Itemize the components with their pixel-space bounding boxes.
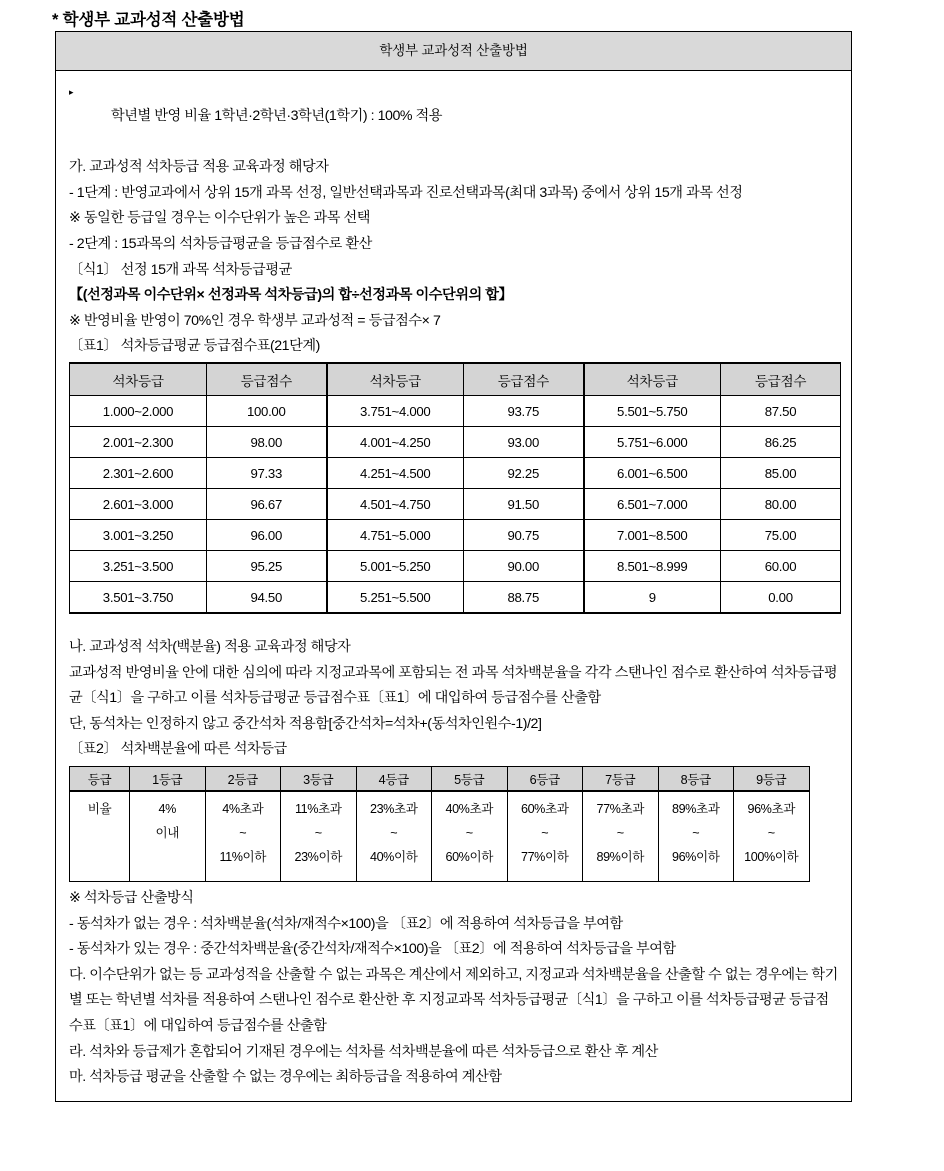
t1-cell: 9 (584, 582, 721, 614)
t1-cell: 80.00 (721, 489, 841, 520)
band-top: 4%초과 (222, 802, 264, 816)
t1-header-cell: 등급점수 (207, 363, 327, 396)
t1-cell: 4.751~5.000 (327, 520, 464, 551)
t1-cell: 95.25 (207, 551, 327, 582)
t1-cell: 90.00 (464, 551, 584, 582)
t1-header-cell: 석차등급 (584, 363, 721, 396)
t1-cell: 2.601~3.000 (70, 489, 207, 520)
t2-header-cell: 4등급 (356, 767, 432, 792)
t1-cell: 2.301~2.600 (70, 458, 207, 489)
table-row (70, 551, 841, 582)
t1-cell: 87.50 (721, 396, 841, 427)
t1-cell: 7.001~8.500 (584, 520, 721, 551)
t1-cell: 6.001~6.500 (584, 458, 721, 489)
t1-cell: 0.00 (721, 582, 841, 614)
t2-row-label: 비율 (70, 791, 130, 882)
band-top: 77%초과 (596, 802, 645, 816)
t1-cell: 93.75 (464, 396, 584, 427)
content-box (55, 31, 852, 1102)
t1-cell: 97.33 (207, 458, 327, 489)
t2-header-cell: 5등급 (432, 767, 508, 792)
table-row (70, 791, 810, 882)
t1-cell: 5.751~6.000 (584, 427, 721, 458)
band-mid: 이내 (155, 826, 180, 840)
band-mid: ~ (239, 826, 247, 840)
table-row (70, 396, 841, 427)
table2-caption: 〔표2〕 석차백분율에 따른 석차등급 (69, 741, 287, 758)
t2-band-cell (432, 791, 508, 882)
t1-cell: 2.001~2.300 (70, 427, 207, 458)
t2-header-cell: 1등급 (130, 767, 206, 792)
t1-cell: 3.251~3.500 (70, 551, 207, 582)
t1-cell: 91.50 (464, 489, 584, 520)
band-bot: 40%이하 (369, 850, 418, 864)
table-row (70, 489, 841, 520)
t1-cell: 60.00 (721, 551, 841, 582)
intro-line-3: - 2단계 : 15과목의 석차등급평균을 등급점수로 환산 (69, 236, 372, 253)
table-row (70, 427, 841, 458)
t2-band-cell (658, 791, 734, 882)
t1-cell: 94.50 (207, 582, 327, 614)
t2-header-cell: 6등급 (507, 767, 583, 792)
band-bot: 60%이하 (445, 850, 494, 864)
t1-cell: 88.75 (464, 582, 584, 614)
band-top: 96%초과 (747, 802, 796, 816)
footer-line-5: 마. 석차등급 평균을 산출할 수 없는 경우에는 최하등급을 적용하여 계산함 (69, 1069, 502, 1086)
band-top: 4% (158, 802, 176, 816)
band-mid: ~ (314, 826, 322, 840)
ratio-note: ※ 반영비율 반영이 70%인 경우 학생부 교과성적 = 등급점수× 7 (69, 312, 441, 329)
t1-header-cell: 등급점수 (464, 363, 584, 396)
band-mid: ~ (390, 826, 398, 840)
t1-cell: 3.001~3.250 (70, 520, 207, 551)
t1-cell: 6.501~7.000 (584, 489, 721, 520)
t2-band-cell (281, 791, 357, 882)
band-mid: ~ (465, 826, 473, 840)
box-body (56, 71, 851, 1101)
band-mid: ~ (692, 826, 700, 840)
band-top: 23%초과 (369, 802, 418, 816)
band-mid: ~ (616, 826, 624, 840)
t2-header-cell: 등급 (70, 767, 130, 792)
table-header-row (70, 363, 841, 396)
t1-cell: 96.00 (207, 520, 327, 551)
t1-cell: 75.00 (721, 520, 841, 551)
band-bot: 89%이하 (596, 850, 645, 864)
table-header-row (70, 767, 810, 792)
middle-line-1: 교과성적 반영비율 안에 대한 심의에 따라 지정교과목에 포함되는 전 과목 석차백분율을 각각 스탠나인 점수로 환산하여 석차등급평균〔식1〕을 구하고 이를 석차등급평균 등급점수표〔표1〕에 대입하여 등급점수를 산출함 (69, 664, 838, 707)
footer-line-2: - 동석차가 있는 경우 : 중간석차백분율(중간석차/재적수×100)을 〔표2〕에 적용하여 석차등급을 부여함 (69, 941, 676, 958)
band-mid: ~ (541, 826, 549, 840)
grade-score-table (69, 362, 841, 614)
t2-band-cell (583, 791, 659, 882)
footer-line-0: ※ 석차등급 산출방식 (69, 890, 194, 906)
band-top: 89%초과 (671, 802, 720, 816)
t2-header-cell: 2등급 (205, 767, 281, 792)
t1-cell: 5.501~5.750 (584, 396, 721, 427)
table-row (70, 520, 841, 551)
page-title: * 학생부 교과성적 산출방법 (52, 11, 245, 29)
band-bot: 96%이하 (671, 850, 720, 864)
t1-cell: 1.000~2.000 (70, 396, 207, 427)
band-mid: ~ (767, 826, 775, 840)
t2-header-cell: 8등급 (658, 767, 734, 792)
intro-bullet-text: 학년별 반영 비율 1학년·2학년·3학년(1학기) : 100% 적용 (110, 108, 443, 125)
band-bot: 23%이하 (294, 850, 343, 864)
table-row (70, 458, 841, 489)
t2-header-cell: 3등급 (281, 767, 357, 792)
intro-line-1: - 1단계 : 반영교과에서 상위 15개 과목 선정, 일반선택과목과 진로선택과목(최대 3과목) 중에서 상위 15개 과목 선정 (69, 184, 743, 201)
intro-bullet-line (69, 79, 838, 156)
table1-caption: 〔표1〕 석차등급평균 등급점수표(21단계) (69, 338, 320, 355)
middle-line-2: 단, 동석차는 인정하지 않고 중간석차 적용함[중간석차=석차+(동석차인원수-1)/2] (69, 715, 542, 732)
t1-cell: 5.251~5.500 (327, 582, 464, 614)
table-row (70, 582, 841, 614)
middle-line-0: 나. 교과성적 석차(백분율) 적용 교육과정 해당자 (69, 639, 351, 656)
t1-cell: 90.75 (464, 520, 584, 551)
t1-cell: 100.00 (207, 396, 327, 427)
t1-cell: 4.251~4.500 (327, 458, 464, 489)
band-top: 60%초과 (520, 802, 569, 816)
t1-cell: 4.501~4.750 (327, 489, 464, 520)
t1-cell: 93.00 (464, 427, 584, 458)
box-title: 학생부 교과성적 산출방법 (56, 32, 851, 71)
footer-line-3: 다. 이수단위가 없는 등 교과성적을 산출할 수 없는 과목은 계산에서 제외하고, 지정교과 석차백분율을 산출할 수 없는 경우에는 학기별 또는 학년별 석차를 적용하여 스탠나인 점수로 환산한 후 지정교과목 석차등급평균〔식1〕을 구하고 이를 석차등급평균 등급점수표〔표1〕에 대입하여 등급점수를 산출함 (69, 966, 838, 1034)
t1-cell: 98.00 (207, 427, 327, 458)
formula-expression: 【(선정과목 이수단위× 선정과목 석차등급)의 합÷선정과목 이수단위의 합】 (69, 287, 513, 304)
t2-band-cell (356, 791, 432, 882)
t2-band-cell (205, 791, 281, 882)
t1-cell: 92.25 (464, 458, 584, 489)
intro-line-0: 가. 교과성적 석차등급 적용 교육과정 해당자 (69, 159, 329, 176)
intro-line-2: ※ 동일한 등급일 경우는 이수단위가 높은 과목 선택 (69, 210, 370, 227)
t1-cell: 3.501~3.750 (70, 582, 207, 614)
t2-band-cell (507, 791, 583, 882)
t1-cell: 96.67 (207, 489, 327, 520)
t1-header-cell: 석차등급 (327, 363, 464, 396)
t1-cell: 86.25 (721, 427, 841, 458)
t2-band-cell (130, 791, 206, 882)
band-bot: 11%이하 (219, 850, 267, 864)
footer-line-1: - 동석차가 없는 경우 : 석차백분율(석차/재적수×100)을 〔표2〕에 적용하여 석차등급을 부여함 (69, 915, 623, 932)
t1-header-cell: 등급점수 (721, 363, 841, 396)
t1-cell: 8.501~8.999 (584, 551, 721, 582)
t1-cell: 85.00 (721, 458, 841, 489)
t1-cell: 5.001~5.250 (327, 551, 464, 582)
t1-header-cell: 석차등급 (70, 363, 207, 396)
band-bot: 77%이하 (520, 850, 569, 864)
t2-header-cell: 9등급 (734, 767, 810, 792)
percentile-grade-table (69, 766, 810, 882)
formula-caption: 〔식1〕 선정 15개 과목 석차등급평균 (69, 261, 292, 278)
t2-header-cell: 7등급 (583, 767, 659, 792)
triangle-bullet-icon: ▸ (69, 86, 74, 97)
footer-line-4: 라. 석차와 등급제가 혼합되어 기재된 경우에는 석차를 석차백분율에 따른 석차등급으로 환산 후 계산 (69, 1043, 658, 1060)
band-top: 40%초과 (445, 802, 494, 816)
band-top: 11%초과 (294, 802, 342, 816)
band-bot: 100%이하 (744, 850, 799, 864)
t1-cell: 3.751~4.000 (327, 396, 464, 427)
t2-band-cell (734, 791, 810, 882)
t1-cell: 4.001~4.250 (327, 427, 464, 458)
